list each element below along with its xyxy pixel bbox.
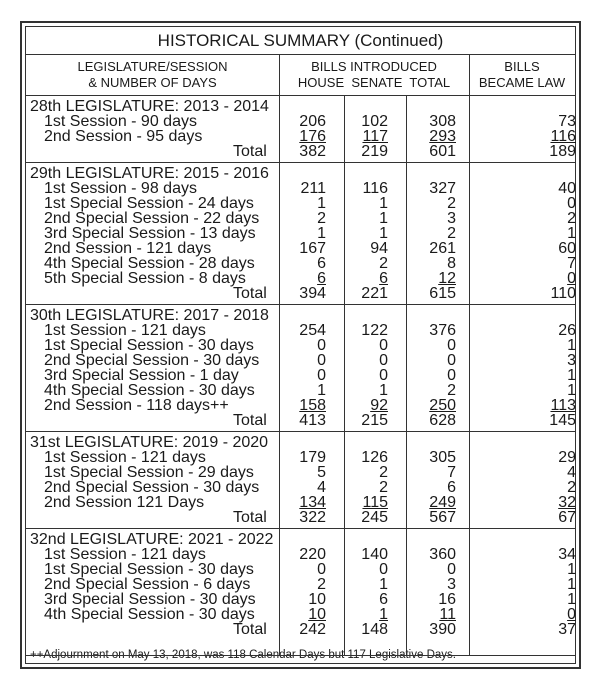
cell-house: 1	[317, 382, 326, 399]
cell-total: 250	[429, 397, 456, 414]
cell-total: 327	[429, 180, 456, 197]
table-row	[26, 196, 575, 211]
cell-house: 5	[317, 464, 326, 481]
session-label: 1st Session - 121 days	[44, 546, 206, 563]
cell-law: 73	[558, 113, 576, 130]
session-label: 2nd Special Session - 30 days	[44, 479, 260, 496]
cell-total: 261	[429, 240, 456, 257]
section-heading-label: 31st LEGISLATURE: 2019 - 2020	[30, 434, 269, 451]
cell-law: 1	[567, 561, 576, 578]
cell-total: 2	[447, 382, 456, 399]
table-row	[26, 181, 575, 196]
cell-senate: 1	[379, 576, 388, 593]
session-label: 1st Session - 121 days	[44, 322, 206, 339]
cell-senate: 1	[379, 210, 388, 227]
cell-law: 3	[567, 352, 576, 369]
table-row	[26, 338, 575, 353]
section-heading-label: 28th LEGISLATURE: 2013 - 2014	[30, 98, 269, 115]
cell-house: 1	[317, 225, 326, 242]
cell-law: 1	[567, 576, 576, 593]
section-heading	[26, 166, 575, 181]
cell-senate: 117	[362, 128, 388, 145]
summary-table-frame	[20, 21, 581, 669]
total-law: 110	[550, 285, 576, 302]
total-label: Total	[233, 143, 267, 160]
table-row	[26, 226, 575, 241]
table-row	[26, 398, 575, 413]
header-col3-line1: BILLS	[504, 59, 540, 74]
section-heading	[26, 435, 575, 450]
cell-house: 0	[317, 352, 326, 369]
cell-house: 0	[317, 337, 326, 354]
table-row	[26, 607, 575, 622]
total-house: 413	[299, 412, 326, 429]
cell-law: 7	[567, 255, 576, 272]
cell-senate: 2	[379, 464, 388, 481]
section-heading-label: 32nd LEGISLATURE: 2021 - 2022	[30, 531, 274, 548]
table-row	[26, 368, 575, 383]
cell-total: 249	[429, 494, 456, 511]
cell-law: 1	[567, 382, 576, 399]
table-row	[26, 271, 575, 286]
cell-house: 206	[299, 113, 326, 130]
cell-house: 167	[299, 240, 326, 257]
cell-law: 40	[558, 180, 576, 197]
cell-total: 2	[447, 225, 456, 242]
cell-law: 1	[567, 591, 576, 608]
cell-law: 1	[567, 337, 576, 354]
total-total: 628	[429, 412, 456, 429]
cell-house: 4	[317, 479, 326, 496]
cell-total: 6	[447, 479, 456, 496]
cell-senate: 126	[361, 449, 388, 466]
table-row	[26, 547, 575, 562]
table-row	[26, 129, 575, 144]
total-senate: 215	[361, 412, 388, 429]
cell-law: 1	[567, 225, 576, 242]
cell-house: 2	[317, 576, 326, 593]
cell-senate: 0	[379, 561, 388, 578]
cell-total: 11	[439, 606, 456, 623]
cell-law: 0	[567, 195, 576, 212]
section-heading-label: 30th LEGISLATURE: 2017 - 2018	[30, 307, 269, 324]
cell-senate: 6	[379, 591, 388, 608]
cell-house: 134	[299, 494, 326, 511]
cell-total: 293	[429, 128, 456, 145]
cell-law: 26	[558, 322, 576, 339]
cell-law: 60	[558, 240, 576, 257]
session-label: 1st Special Session - 30 days	[44, 561, 254, 578]
cell-law: 0	[567, 270, 576, 287]
cell-total: 0	[447, 337, 456, 354]
cell-senate: 122	[361, 322, 388, 339]
table-row	[26, 450, 575, 465]
cell-house: 211	[300, 180, 326, 197]
session-label: 2nd Special Session - 22 days	[44, 210, 260, 227]
cell-total: 0	[447, 561, 456, 578]
cell-total: 2	[447, 195, 456, 212]
section-heading	[26, 99, 575, 114]
totals-row	[26, 413, 575, 428]
cell-total: 8	[447, 255, 456, 272]
cell-house: 10	[308, 591, 326, 608]
cell-senate: 2	[379, 255, 388, 272]
table-row	[26, 323, 575, 338]
cell-law: 32	[558, 494, 576, 511]
table-row	[26, 353, 575, 368]
cell-law: 4	[567, 464, 576, 481]
cell-senate: 0	[379, 367, 388, 384]
cell-law: 29	[558, 449, 576, 466]
session-label: 2nd Session - 118 days++	[44, 397, 229, 414]
cell-law: 113	[550, 397, 576, 414]
total-label: Total	[233, 509, 267, 526]
total-total: 390	[429, 621, 456, 638]
session-label: 5th Special Session - 8 days	[44, 270, 246, 287]
header-col3-line2: BECAME LAW	[478, 75, 566, 90]
totals-row	[26, 622, 575, 637]
cell-total: 305	[429, 449, 456, 466]
total-law: 37	[558, 621, 576, 638]
cell-senate: 116	[362, 180, 388, 197]
cell-total: 16	[438, 591, 456, 608]
footnote-divider	[26, 655, 575, 656]
total-total: 567	[429, 509, 456, 526]
cell-total: 7	[447, 464, 456, 481]
table-row	[26, 592, 575, 607]
cell-senate: 1	[379, 195, 388, 212]
total-senate: 221	[361, 285, 388, 302]
session-label: 1st Session - 121 days	[44, 449, 206, 466]
cell-senate: 92	[370, 397, 388, 414]
section-heading	[26, 532, 575, 547]
cell-law: 2	[567, 479, 576, 496]
cell-senate: 140	[361, 546, 388, 563]
session-label: 4th Special Session - 28 days	[44, 255, 255, 272]
table-row	[26, 562, 575, 577]
cell-house: 176	[299, 128, 326, 145]
session-label: 1st Session - 98 days	[44, 180, 197, 197]
cell-senate: 1	[379, 225, 388, 242]
cell-house: 220	[299, 546, 326, 563]
total-senate: 219	[361, 143, 388, 160]
cell-house: 2	[317, 210, 326, 227]
cell-house: 158	[299, 397, 326, 414]
total-house: 322	[299, 509, 326, 526]
cell-total: 360	[429, 546, 456, 563]
total-house: 382	[299, 143, 326, 160]
cell-total: 12	[438, 270, 456, 287]
cell-house: 10	[308, 606, 326, 623]
total-label: Total	[233, 621, 267, 638]
totals-row	[26, 510, 575, 525]
session-label: 2nd Session - 121 days	[44, 240, 212, 257]
total-senate: 148	[361, 621, 388, 638]
total-senate: 245	[361, 509, 388, 526]
header-bills-became-law	[469, 55, 575, 95]
cell-house: 1	[317, 195, 326, 212]
total-law: 189	[549, 143, 576, 160]
total-law: 67	[558, 509, 576, 526]
cell-senate: 1	[379, 606, 388, 623]
header-legislature-session	[26, 55, 279, 95]
table-row	[26, 495, 575, 510]
total-house: 242	[299, 621, 326, 638]
cell-house: 6	[317, 255, 326, 272]
cell-law: 0	[567, 606, 576, 623]
session-label: 1st Special Session - 24 days	[44, 195, 254, 212]
table-row	[26, 383, 575, 398]
table-row	[26, 480, 575, 495]
session-label: 2nd Special Session - 6 days	[44, 576, 251, 593]
total-total: 601	[429, 143, 456, 160]
total-label: Total	[233, 412, 267, 429]
section-divider	[26, 304, 575, 305]
header-divider	[26, 95, 575, 96]
cell-total: 376	[429, 322, 456, 339]
cell-law: 1	[567, 367, 576, 384]
footnote: ++Adjournment on May 13, 2018, was 118 Calendar Days but 117 Legislative Days.	[30, 649, 456, 661]
session-label: 4th Special Session - 30 days	[44, 382, 255, 399]
table-row	[26, 465, 575, 480]
table-row	[26, 256, 575, 271]
cell-house: 0	[317, 367, 326, 384]
cell-house: 179	[299, 449, 326, 466]
cell-law: 2	[567, 210, 576, 227]
cell-senate: 0	[379, 352, 388, 369]
session-label: 2nd Special Session - 30 days	[44, 352, 260, 369]
cell-law: 116	[550, 128, 576, 145]
header-col1-line2: & NUMBER OF DAYS	[88, 75, 217, 90]
total-label: Total	[233, 285, 267, 302]
header-bills-introduced	[279, 55, 469, 95]
cell-house: 0	[317, 561, 326, 578]
table-row	[26, 577, 575, 592]
total-total: 615	[429, 285, 456, 302]
cell-senate: 6	[379, 270, 388, 287]
section-divider	[26, 162, 575, 163]
session-label: 1st Special Session - 30 days	[44, 337, 254, 354]
cell-senate: 2	[379, 479, 388, 496]
session-label: 2nd Session - 95 days	[44, 128, 203, 145]
cell-senate: 0	[379, 337, 388, 354]
cell-house: 254	[299, 322, 326, 339]
cell-senate: 1	[379, 382, 388, 399]
table-row	[26, 241, 575, 256]
section-heading	[26, 308, 575, 323]
cell-total: 0	[447, 367, 456, 384]
cell-senate: 102	[361, 113, 388, 130]
section-heading-label: 29th LEGISLATURE: 2015 - 2016	[30, 165, 269, 182]
session-label: 4th Special Session - 30 days	[44, 606, 255, 623]
session-label: 3rd Special Session - 1 day	[44, 367, 239, 384]
header-col2-line1: BILLS INTRODUCED	[311, 59, 437, 74]
totals-row	[26, 286, 575, 301]
cell-total: 3	[447, 576, 456, 593]
section-divider	[26, 528, 575, 529]
cell-law: 34	[558, 546, 576, 563]
table-title: HISTORICAL SUMMARY (Continued)	[26, 27, 575, 55]
session-label: 1st Special Session - 29 days	[44, 464, 254, 481]
header-col1-line1: LEGISLATURE/SESSION	[77, 59, 228, 74]
session-label: 1st Session - 90 days	[44, 113, 197, 130]
cell-total: 308	[429, 113, 456, 130]
cell-total: 3	[447, 210, 456, 227]
cell-house: 6	[317, 270, 326, 287]
session-label: 3rd Special Session - 30 days	[44, 591, 256, 608]
total-law: 145	[549, 412, 576, 429]
total-house: 394	[299, 285, 326, 302]
session-label: 3rd Special Session - 13 days	[44, 225, 256, 242]
summary-table	[25, 26, 576, 664]
cell-senate: 94	[370, 240, 388, 257]
table-row	[26, 114, 575, 129]
section-divider	[26, 431, 575, 432]
totals-row	[26, 144, 575, 159]
header-col2-line2: HOUSE SENATE TOTAL	[297, 75, 451, 90]
cell-total: 0	[447, 352, 456, 369]
cell-senate: 115	[362, 494, 388, 511]
session-label: 2nd Session 121 Days	[44, 494, 205, 511]
table-row	[26, 211, 575, 226]
